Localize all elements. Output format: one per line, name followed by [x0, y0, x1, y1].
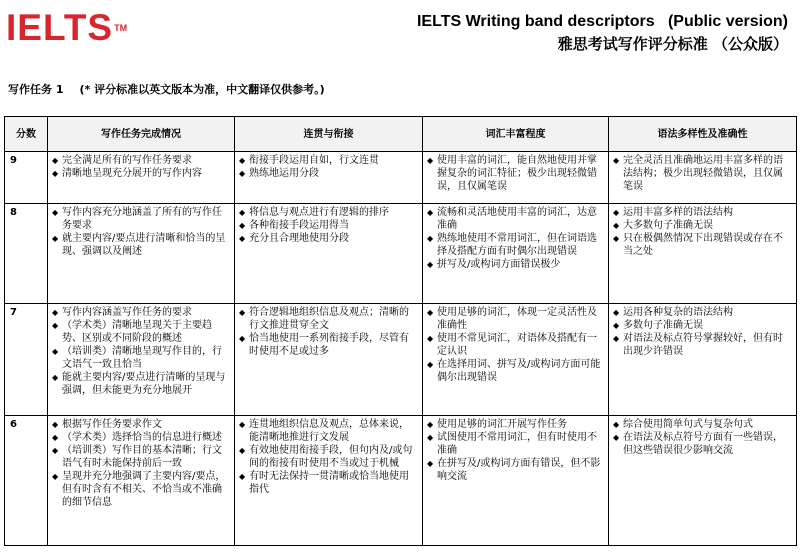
- bullet-icon: ◆: [427, 234, 434, 243]
- col-lexical-resource-cell: [423, 304, 609, 416]
- descriptor-item: [613, 232, 792, 258]
- descriptor-item: [52, 154, 230, 167]
- descriptor-text: 使用足够的词汇开展写作任务: [437, 419, 567, 430]
- descriptor-text: 完全灵活且准确地运用丰富多样的语法结构；极少出现轻微错误，且仅属笔误: [623, 155, 783, 192]
- bullet-icon: ◆: [239, 208, 246, 217]
- trademark-mark: TM: [114, 23, 128, 33]
- descriptor-text: 运用丰富多样的语法结构: [623, 207, 733, 218]
- ielts-logo: [6, 8, 127, 48]
- descriptor-text: 写作内容涵盖写作任务的要求: [62, 307, 192, 318]
- descriptor-item: [239, 418, 418, 444]
- bullet-icon: ◆: [427, 360, 434, 369]
- descriptor-text: 使用足够的词汇，体现一定灵活性及准确性: [437, 307, 597, 331]
- descriptor-item: [239, 332, 418, 358]
- descriptor-text: 在选择用词、拼写及/或构词方面可能偶尔出现错误: [437, 359, 601, 383]
- col-task-achievement-cell: [48, 304, 235, 416]
- bullet-icon: ◆: [613, 420, 620, 429]
- descriptor-text: 完全满足所有的写作任务要求: [62, 155, 192, 166]
- descriptor-item: [427, 418, 604, 431]
- descriptor-item: [239, 444, 418, 470]
- descriptor-item: [52, 431, 230, 444]
- band-score: 9: [5, 152, 48, 204]
- bullet-icon: ◆: [427, 308, 434, 317]
- bullet-icon: ◆: [52, 234, 59, 243]
- descriptor-item: [239, 470, 418, 496]
- col-grammar-cell: [609, 304, 797, 416]
- col-grammar-cell: [609, 152, 797, 204]
- descriptor-item: [427, 206, 604, 232]
- descriptor-text: 恰当地使用一系列衔接手段，尽管有时使用不足或过多: [249, 333, 409, 357]
- col-lexical-resource-cell: [423, 416, 609, 546]
- bullet-icon: ◆: [52, 156, 59, 165]
- descriptor-text: 各种衔接手段运用得当: [249, 220, 349, 231]
- bullet-icon: ◆: [427, 433, 434, 442]
- col-task-achievement-header: 写作任务完成情况: [48, 117, 235, 152]
- task-heading: [8, 83, 325, 97]
- descriptor-item: [613, 319, 792, 332]
- descriptor-item: [427, 258, 604, 271]
- descriptor-text: 衔接手段运用自如，行文连贯: [249, 155, 379, 166]
- descriptor-text: 使用不常见词汇，对语体及搭配有一定认识: [437, 333, 597, 357]
- descriptor-text: 清晰地呈现充分展开的写作内容: [62, 168, 202, 179]
- col-grammar-cell: [609, 204, 797, 304]
- descriptor-item: [427, 457, 604, 483]
- descriptor-text: 能就主要内容/要点进行清晰的呈现与强调，但未能更为充分地展开: [62, 372, 226, 396]
- bullet-icon: ◆: [613, 234, 620, 243]
- bullet-icon: ◆: [427, 208, 434, 217]
- descriptor-item: [427, 358, 604, 384]
- descriptor-item: [427, 232, 604, 258]
- bullet-icon: ◆: [613, 334, 620, 343]
- bullet-icon: ◆: [613, 208, 620, 217]
- descriptor-text: 在语法及标点符号方面有一些错误，但这些错误很少影响交流: [623, 432, 783, 456]
- bullet-icon: ◆: [239, 472, 246, 481]
- band-row-8: [5, 204, 797, 304]
- bullet-icon: ◆: [239, 221, 246, 230]
- descriptor-text: 熟练地运用分段: [249, 168, 319, 179]
- descriptor-text: 根据写作任务要求作文: [62, 419, 162, 430]
- descriptor-item: [239, 219, 418, 232]
- bullet-icon: ◆: [239, 420, 246, 429]
- descriptor-item: [613, 306, 792, 319]
- descriptor-item: [239, 167, 418, 180]
- bullet-icon: ◆: [52, 420, 59, 429]
- descriptor-text: 拼写及/或构词方面错误极少: [437, 259, 561, 270]
- descriptor-item: [52, 319, 230, 345]
- descriptor-item: [613, 154, 792, 193]
- bullet-icon: ◆: [52, 433, 59, 442]
- bullet-icon: ◆: [239, 234, 246, 243]
- descriptor-item: [52, 306, 230, 319]
- descriptor-item: [613, 418, 792, 431]
- band-score: 8: [5, 204, 48, 304]
- col-coherence-cohesion-header: 连贯与衔接: [235, 117, 423, 152]
- bullet-icon: ◆: [427, 459, 434, 468]
- descriptor-item: [427, 306, 604, 332]
- descriptor-item: [52, 418, 230, 431]
- descriptor-item: [52, 206, 230, 232]
- descriptor-item: [427, 431, 604, 457]
- descriptor-item: [427, 154, 604, 193]
- bullet-icon: ◆: [239, 308, 246, 317]
- bullet-icon: ◆: [52, 472, 59, 481]
- descriptor-text: 充分且合理地使用分段: [249, 233, 349, 244]
- descriptor-item: [52, 371, 230, 397]
- bullet-icon: ◆: [613, 221, 620, 230]
- bullet-icon: ◆: [239, 169, 246, 178]
- col-lexical-resource-cell: [423, 204, 609, 304]
- bullet-icon: ◆: [613, 308, 620, 317]
- col-task-achievement-cell: [48, 204, 235, 304]
- descriptor-item: [52, 444, 230, 470]
- col-coherence-cohesion-cell: [235, 152, 423, 204]
- col-lexical-resource-header: 词汇丰富程度: [423, 117, 609, 152]
- document-title-en: IELTS Writing band descriptors (Public version): [416, 13, 788, 30]
- descriptor-text: （学术类）清晰地呈现关于主要趋势、区别或不同阶段的概述: [62, 320, 212, 344]
- document-title-zh: 雅思考试写作评分标准 （公众版）: [557, 35, 788, 53]
- descriptor-text: （学术类）选择恰当的信息进行概述: [62, 432, 222, 443]
- col-coherence-cohesion-cell: [235, 204, 423, 304]
- descriptor-text: 有时无法保持一贯清晰或恰当地使用指代: [249, 471, 409, 495]
- descriptor-text: 熟练地使用不常用词汇，但在词语选择及搭配方面有时偶尔出现错误: [437, 233, 597, 257]
- descriptor-item: [239, 306, 418, 332]
- descriptor-text: 符合逻辑地组织信息及观点；清晰的行文推进贯穿全文: [249, 307, 409, 331]
- descriptor-text: 将信息与观点进行有逻辑的排序: [249, 207, 389, 218]
- bullet-icon: ◆: [239, 446, 246, 455]
- descriptor-item: [52, 232, 230, 258]
- bullet-icon: ◆: [52, 446, 59, 455]
- descriptor-item: [239, 232, 418, 245]
- task-label: 写作任务 1: [8, 83, 64, 96]
- descriptor-item: [239, 206, 418, 219]
- descriptor-text: 对语法及标点符号掌握较好，但有时出现少许错误: [623, 333, 783, 357]
- bullet-icon: ◆: [52, 347, 59, 356]
- col-task-achievement-cell: [48, 416, 235, 546]
- descriptor-text: 连贯地组织信息及观点，总体来说，能清晰地推进行文发展: [249, 419, 409, 443]
- bullet-icon: ◆: [427, 420, 434, 429]
- col-coherence-cohesion-cell: [235, 416, 423, 546]
- bullet-icon: ◆: [52, 169, 59, 178]
- col-band-header: 分数: [5, 117, 48, 152]
- band-row-9: [5, 152, 797, 204]
- band-descriptor-table: [4, 116, 797, 546]
- descriptor-text: 有效地使用衔接手段，但句内及/或句间的衔接有时使用不当或过于机械: [249, 445, 413, 469]
- descriptor-item: [52, 345, 230, 371]
- bullet-icon: ◆: [427, 334, 434, 343]
- bullet-icon: ◆: [52, 308, 59, 317]
- col-grammar-cell: [609, 416, 797, 546]
- bullet-icon: ◆: [613, 433, 620, 442]
- descriptor-item: [52, 167, 230, 180]
- descriptor-text: 试图使用不常用词汇，但有时使用不准确: [437, 432, 597, 456]
- descriptor-text: 使用丰富的词汇，能自然地使用并掌握复杂的词汇特征；极少出现轻微错误，且仅属笔误: [437, 155, 597, 192]
- band-score: 6: [5, 416, 48, 546]
- descriptor-text: 在拼写及/或构词方面有错误，但不影响交流: [437, 458, 601, 482]
- bullet-icon: ◆: [239, 156, 246, 165]
- descriptor-text: （培训类）写作目的基本清晰；行文语气有时未能保持前后一致: [62, 445, 222, 469]
- bullet-icon: ◆: [613, 156, 620, 165]
- descriptor-item: [613, 431, 792, 457]
- descriptor-item: [613, 206, 792, 219]
- col-lexical-resource-cell: [423, 152, 609, 204]
- descriptor-item: [613, 332, 792, 358]
- table-header-row: [5, 117, 797, 152]
- bullet-icon: ◆: [613, 321, 620, 330]
- col-coherence-cohesion-cell: [235, 304, 423, 416]
- descriptor-text: 大多数句子准确无误: [623, 220, 713, 231]
- descriptor-item: [52, 470, 230, 509]
- descriptor-text: 综合使用简单句式与复杂句式: [623, 419, 753, 430]
- bullet-icon: ◆: [239, 334, 246, 343]
- descriptor-item: [239, 154, 418, 167]
- bullet-icon: ◆: [52, 373, 59, 382]
- band-score: 7: [5, 304, 48, 416]
- task-note: (* 评分标准以英文版本为准，中文翻译仅供参考。): [79, 83, 325, 96]
- band-row-6: [5, 416, 797, 546]
- descriptor-text: 流畅和灵活地使用丰富的词汇，达意准确: [437, 207, 597, 231]
- descriptor-item: [427, 332, 604, 358]
- descriptor-text: 只在极偶然情况下出现错误或存在不当之处: [623, 233, 783, 257]
- descriptor-item: [613, 219, 792, 232]
- col-grammar-header: 语法多样性及准确性: [609, 117, 797, 152]
- bullet-icon: ◆: [427, 156, 434, 165]
- descriptor-text: 运用各种复杂的语法结构: [623, 307, 733, 318]
- descriptor-text: 就主要内容/要点进行清晰和恰当的呈现、强调以及阐述: [62, 233, 226, 257]
- bullet-icon: ◆: [52, 321, 59, 330]
- descriptor-text: 多数句子准确无误: [623, 320, 703, 331]
- band-row-7: [5, 304, 797, 416]
- bullet-icon: ◆: [52, 208, 59, 217]
- bullet-icon: ◆: [427, 260, 434, 269]
- col-task-achievement-cell: [48, 152, 235, 204]
- descriptor-text: （培训类）清晰地呈现写作目的，行文语气一致且恰当: [62, 346, 222, 370]
- logo-text: IELTS: [6, 7, 114, 48]
- descriptor-text: 写作内容充分地涵盖了所有的写作任务要求: [62, 207, 222, 231]
- descriptor-text: 呈现并充分地强调了主要内容/要点，但有时含有不相关、不恰当或不准确的细节信息: [62, 471, 226, 508]
